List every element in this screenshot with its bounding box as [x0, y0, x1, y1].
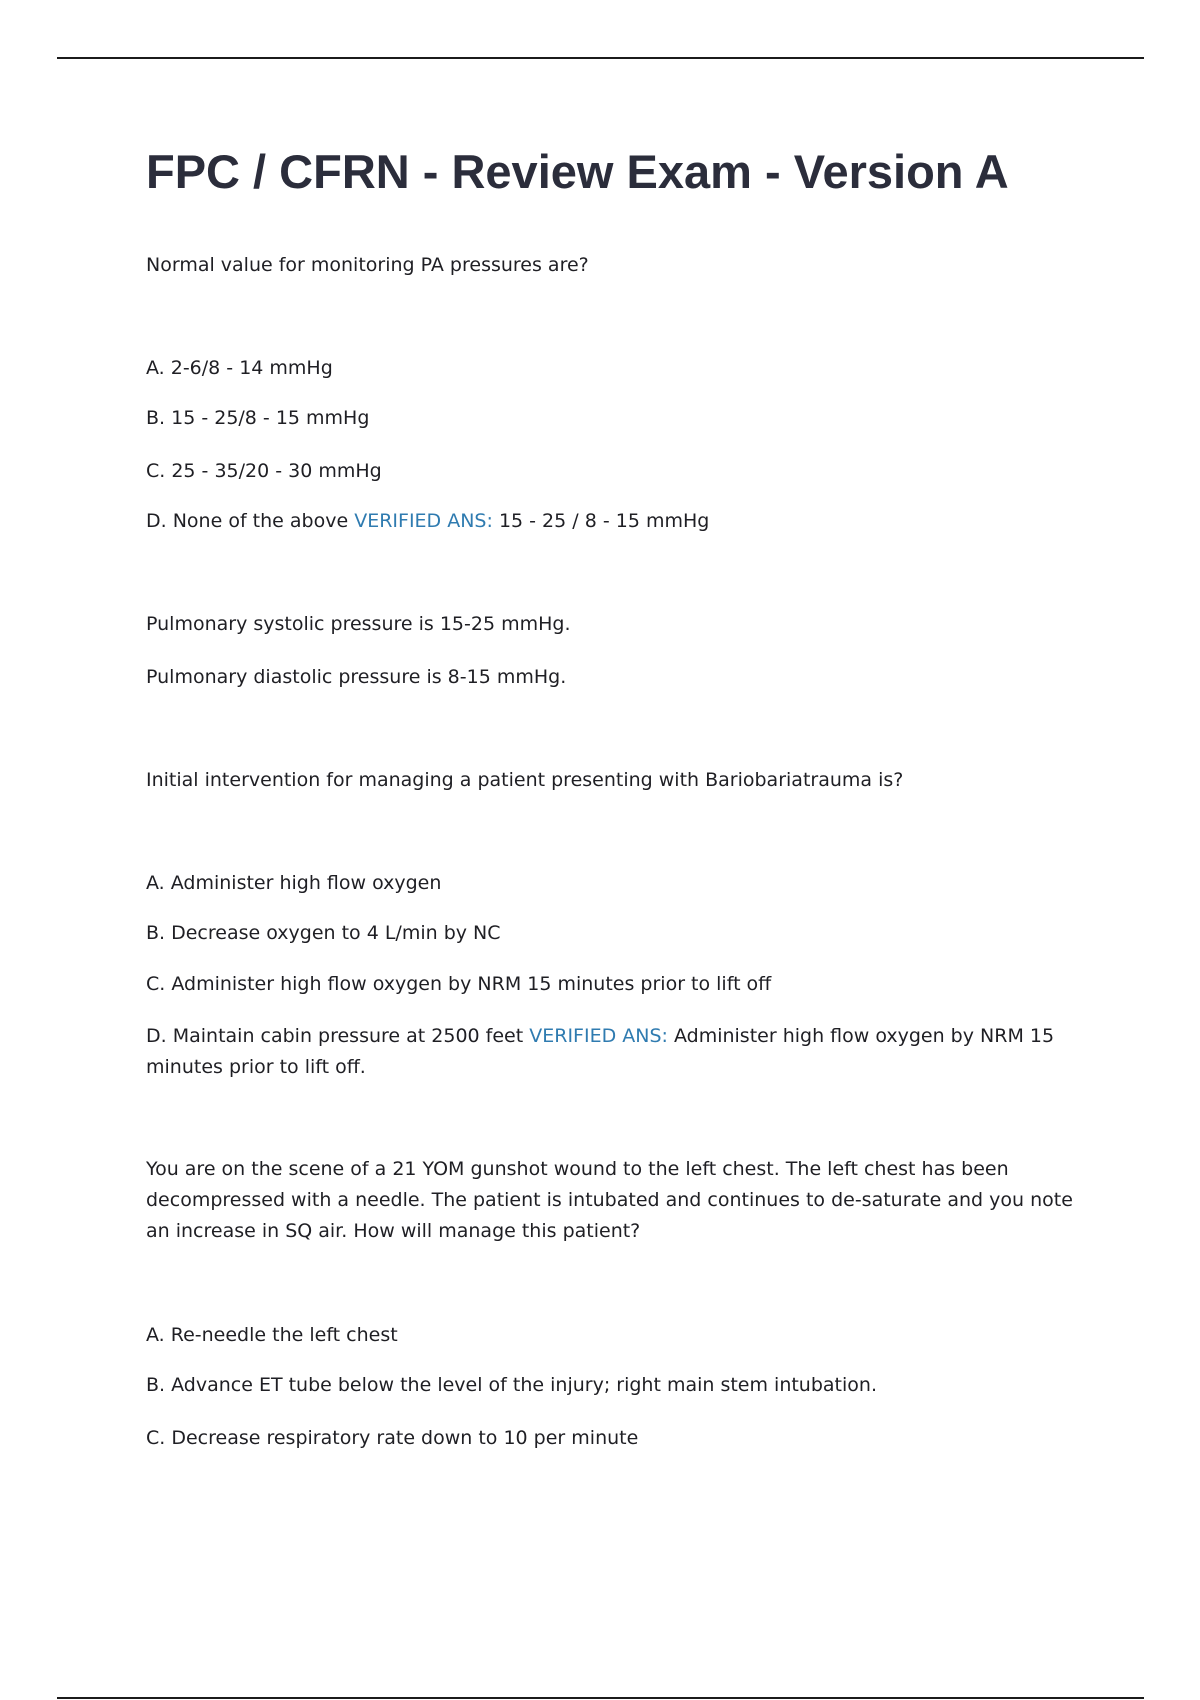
question-1-option-d-text: D. None of the above	[146, 510, 349, 532]
question-3-stem: You are on the scene of a 21 YOM gunshot wound to the left chest. The left chest has been decompressed with a needle. The patient is intubated and continues to de-saturate and you note an increase in SQ air. How will manage this patient?	[146, 1158, 1073, 1242]
verified-answer-label: VERIFIED ANS:	[354, 510, 493, 532]
page-title: FPC / CFRN - Review Exam - Version A	[146, 145, 1009, 198]
question-1-answer: 15 - 25 / 8 - 15 mmHg	[498, 510, 710, 532]
question-1-stem: Normal value for monitoring PA pressures are?	[146, 254, 589, 276]
question-1-option-c: C. 25 - 35/20 - 30 mmHg	[146, 460, 382, 482]
question-1-option-a: A. 2-6/8 - 14 mmHg	[146, 357, 333, 379]
question-2-option-a: A. Administer high flow oxygen	[146, 872, 442, 894]
question-2-option-b: B. Decrease oxygen to 4 L/min by NC	[146, 922, 501, 944]
question-3-option-a: A. Re-needle the left chest	[146, 1324, 398, 1346]
top-rule	[57, 57, 1144, 59]
question-3-option-c: C. Decrease respiratory rate down to 10 per minute	[146, 1427, 639, 1449]
question-2-answer: Administer high flow oxygen by NRM 15 minutes prior to lift off.	[146, 1025, 1055, 1078]
question-2-stem: Initial intervention for managing a patient presenting with Bariobariatrauma is?	[146, 769, 904, 791]
question-1-option-d	[146, 506, 709, 537]
question-2-option-d	[146, 1021, 1101, 1083]
question-3-option-b: B. Advance ET tube below the level of the injury; right main stem intubation.	[146, 1374, 877, 1396]
question-1-explanation-2: Pulmonary diastolic pressure is 8-15 mmHg.	[146, 666, 567, 688]
question-1-explanation-1: Pulmonary systolic pressure is 15-25 mmHg.	[146, 613, 571, 635]
question-1-option-b: B. 15 - 25/8 - 15 mmHg	[146, 407, 370, 429]
bottom-rule	[57, 1697, 1144, 1699]
verified-answer-label: VERIFIED ANS:	[529, 1025, 668, 1047]
question-2-option-d-text: D. Maintain cabin pressure at 2500 feet	[146, 1025, 524, 1047]
question-2-option-c: C. Administer high flow oxygen by NRM 15 minutes prior to lift off	[146, 973, 772, 995]
